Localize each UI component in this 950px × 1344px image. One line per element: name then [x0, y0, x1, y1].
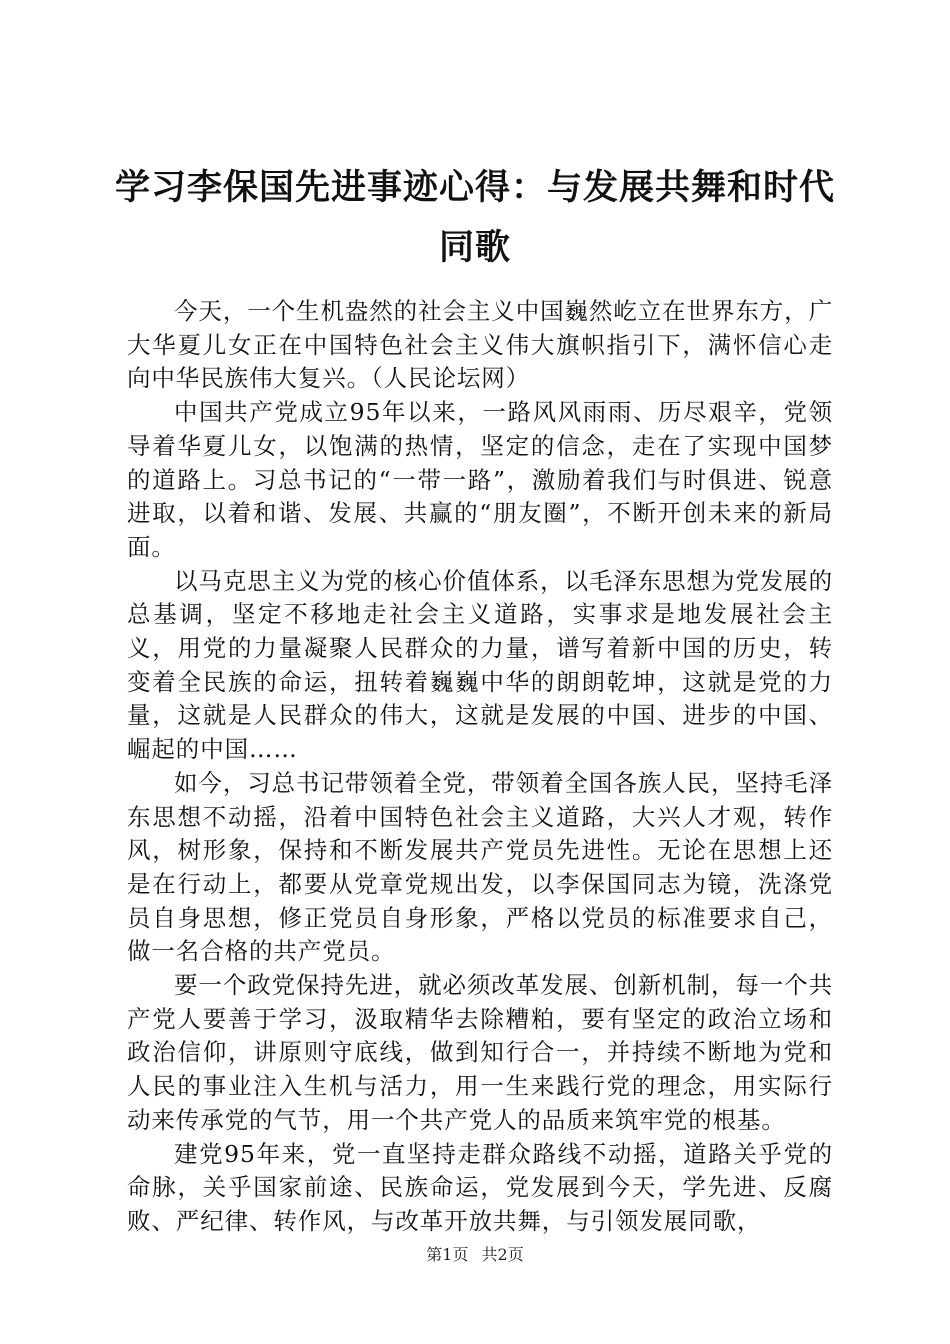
page-number-current: 第1页 [426, 1245, 469, 1264]
paragraph-2: 中国共产党成立95年以来，一路风风雨雨、历尽艰辛，党领导着华夏儿女，以饱满的热情，坚定的信念，走在了实现中国梦的道路上。习总书记的“一带一路”，激励着我们与时俱进、锐意进取，以着和谐、发展、共赢的“朋友圈”，不断开创未来的新局面。 [127, 398, 833, 561]
document-title: 学习李保国先进事迹心得：与发展共舞和时代同歌 [114, 167, 835, 268]
paragraph-3: 以马克思主义为党的核心价值体系，以毛泽东思想为党发展的总基调，坚定不移地走社会主义道路，实事求是地发展社会主义，用党的力量凝聚人民群众的力量，谱写着新中国的历史，转变着全民族的命运，扭转着巍巍中华的朗朗乾坤，这就是党的力量，这就是人民群众的伟大，这就是发展的中国、进步的中国、崛起的中国…… [127, 566, 833, 764]
paragraph-5: 要一个政党保持先进，就必须改革发展、创新机制，每一个共产党人要善于学习，汲取精华去除糟粕，要有坚定的政治立场和政治信仰，讲原则守底线，做到知行合一，并持续不断地为党和人民的事业注入生机与活力，用一生来践行党的理念，用实际行动来传承党的气节，用一个共产党人的品质来筑牢党的根基。 [127, 971, 833, 1134]
page-footer [0, 1244, 950, 1266]
paragraph-6: 建党95年来，党一直坚持走群众路线不动摇，道路关乎党的命脉，关乎国家前途、民族命运，党发展到今天，学先进、反腐败、严纪律、转作风，与改革开放共舞，与引领发展同歌， [127, 1139, 833, 1235]
page-number-total: 共2页 [481, 1245, 524, 1264]
paragraph-4: 如今，习总书记带领着全党，带领着全国各族人民，坚持毛泽东思想不动摇，沿着中国特色社会主义道路，大兴人才观，转作风，树形象，保持和不断发展共产党员先进性。无论在思想上还是在行动上，都要从党章党规出发，以李保国同志为镜，洗涤党员自身思想，修正党员自身形象，严格以党员的标准要求自己，做一名合格的共产党员。 [127, 768, 833, 966]
paragraph-1: 今天，一个生机盎然的社会主义中国巍然屹立在世界东方，广大华夏儿女正在中国特色社会主义伟大旗帜指引下，满怀信心走向中华民族伟大复兴。（人民论坛网） [127, 297, 833, 393]
document-body [127, 295, 833, 1239]
